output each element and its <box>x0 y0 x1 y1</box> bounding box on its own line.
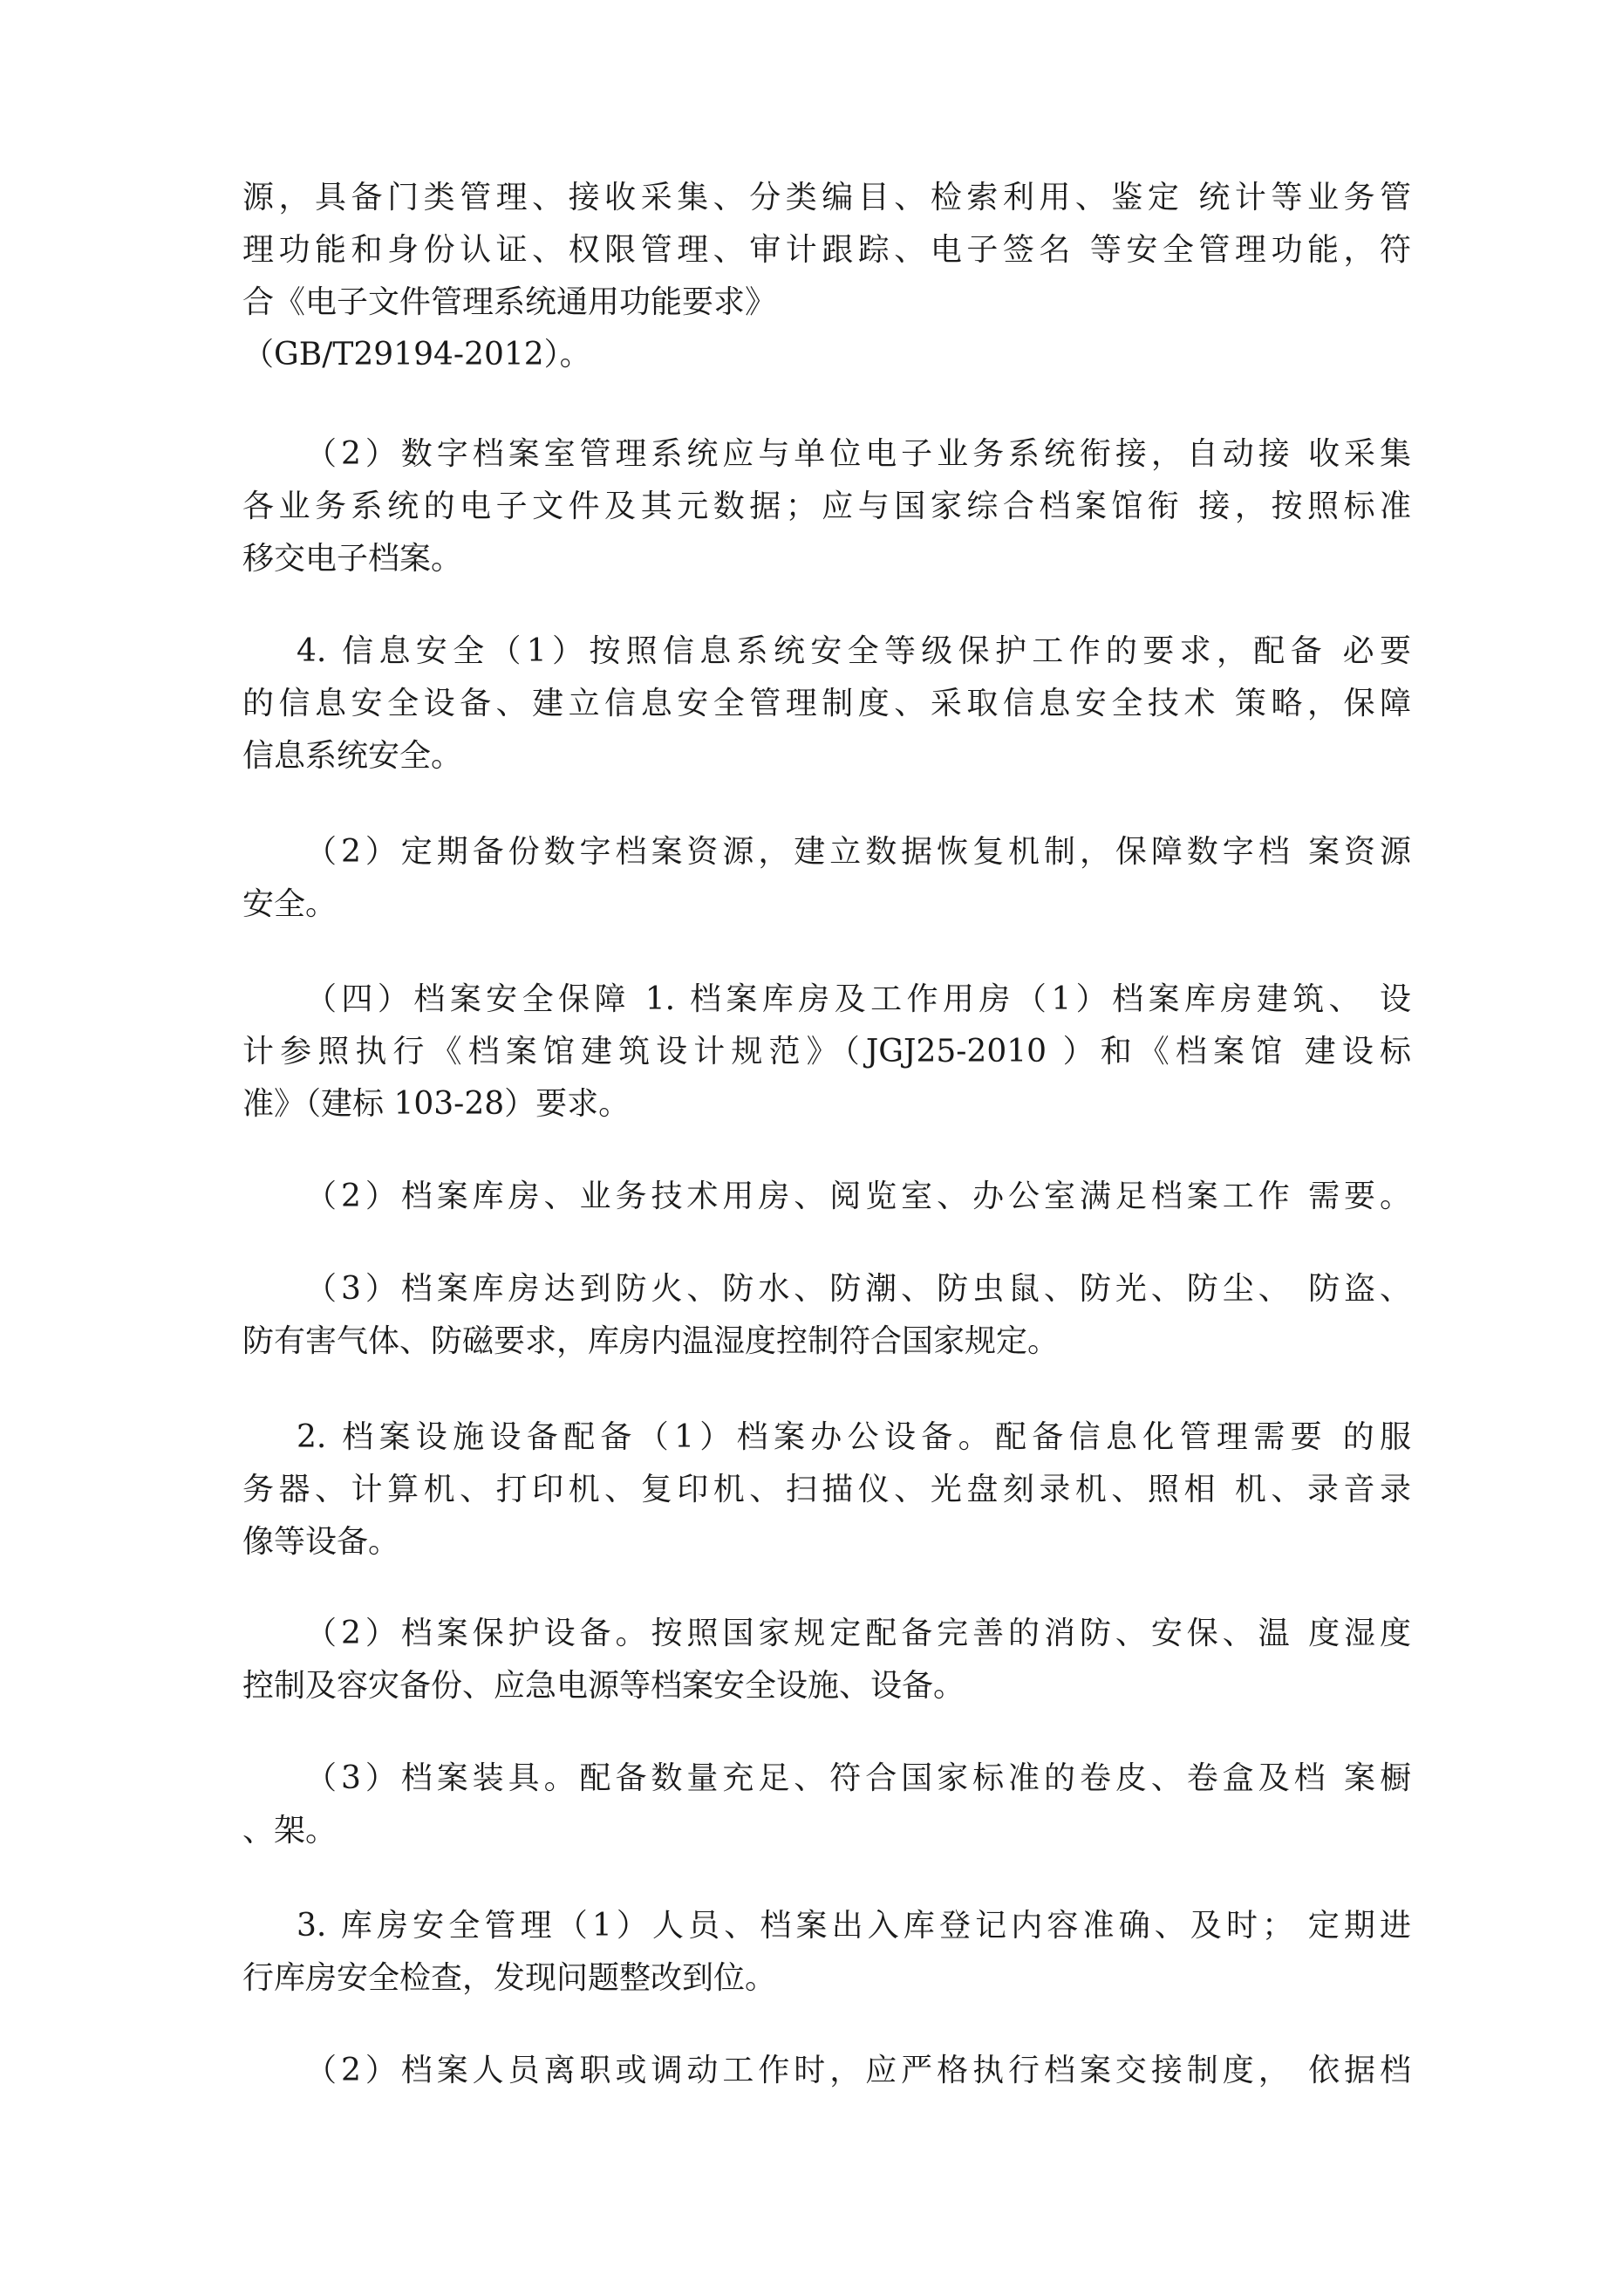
paragraph-5-line-3: 准》（建标 103-28）要求。 <box>242 1086 631 1122</box>
paragraph-5-line-2: 计参照执行《档案馆建筑设计规范》（JGJ25-2010 ）和《档案馆 建设标 <box>242 1034 1411 1069</box>
paragraph-12-line-1: （2）档案人员离职或调动工作时，应严格执行档案交接制度， 依据档 <box>305 2053 1411 2088</box>
paragraph-2-line-3: 移交电子档案。 <box>242 541 463 577</box>
paragraph-9-line-2: 控制及容灾备份、应急电源等档案安全设施、设备。 <box>242 1668 965 1704</box>
paragraph-8-line-3: 像等设备。 <box>242 1524 400 1560</box>
paragraph-4-line-2: 安全。 <box>242 886 338 922</box>
paragraph-6-line-1: （2）档案库房、业务技术用房、阅览室、办公室满足档案工作 需要。 <box>305 1179 1411 1214</box>
paragraph-7-line-2: 防有害气体、防磁要求，库房内温湿度控制符合国家规定。 <box>242 1323 1060 1359</box>
paragraph-10-line-1: （3）档案装具。配备数量充足、符合国家标准的卷皮、卷盒及档 案橱 <box>305 1760 1411 1796</box>
paragraph-11-line-2: 行库房安全检查，发现问题整改到位。 <box>242 1960 777 1996</box>
paragraph-3-line-1: 4. 信息安全（1）按照信息系统安全等级保护工作的要求，配备 必要 <box>297 633 1411 669</box>
paragraph-5-line-1: （四）档案安全保障 1. 档案库房及工作用房（1）档案库房建筑、 设 <box>305 981 1411 1017</box>
paragraph-2-line-2: 各业务系统的电子文件及其元数据；应与国家综合档案馆衔 接，按照标准 <box>242 489 1411 524</box>
paragraph-11-line-1: 3. 库房安全管理（1）人员、档案出入库登记内容准确、及时； 定期进 <box>297 1908 1411 1944</box>
paragraph-10-line-2: 、架。 <box>242 1813 338 1848</box>
paragraph-9-line-1: （2）档案保护设备。按照国家规定配备完善的消防、安保、温 度湿度 <box>305 1616 1411 1651</box>
paragraph-3-line-3: 信息系统安全。 <box>242 738 463 774</box>
paragraph-8-line-2: 务器、计算机、打印机、复印机、扫描仪、光盘刻录机、照相 机、录音录 <box>242 1472 1411 1507</box>
paragraph-1-line-2: 理功能和身份认证、权限管理、审计跟踪、电子签名 等安全管理功能，符 <box>242 232 1411 268</box>
paragraph-8-line-1: 2. 档案设施设备配备（1）档案办公设备。配备信息化管理需要 的服 <box>297 1419 1411 1455</box>
paragraph-4-line-1: （2）定期备份数字档案资源，建立数据恢复机制，保障数字档 案资源 <box>305 834 1411 870</box>
paragraph-3-line-2: 的信息安全设备、建立信息安全管理制度、采取信息安全技术 策略，保障 <box>242 686 1411 721</box>
paragraph-1-line-3: 合《电子文件管理系统通用功能要求》 <box>242 284 777 320</box>
paragraph-7-line-1: （3）档案库房达到防火、防水、防潮、防虫鼠、防光、防尘、 防盗、 <box>305 1271 1411 1307</box>
paragraph-2-line-1: （2）数字档案室管理系统应与单位电子业务系统衔接，自动接 收采集 <box>305 436 1411 472</box>
paragraph-1-line-1: 源，具备门类管理、接收采集、分类编目、检索利用、鉴定 统计等业务管 <box>242 180 1411 215</box>
paragraph-1-line-4: （GB/T29194-2012）。 <box>242 337 591 372</box>
